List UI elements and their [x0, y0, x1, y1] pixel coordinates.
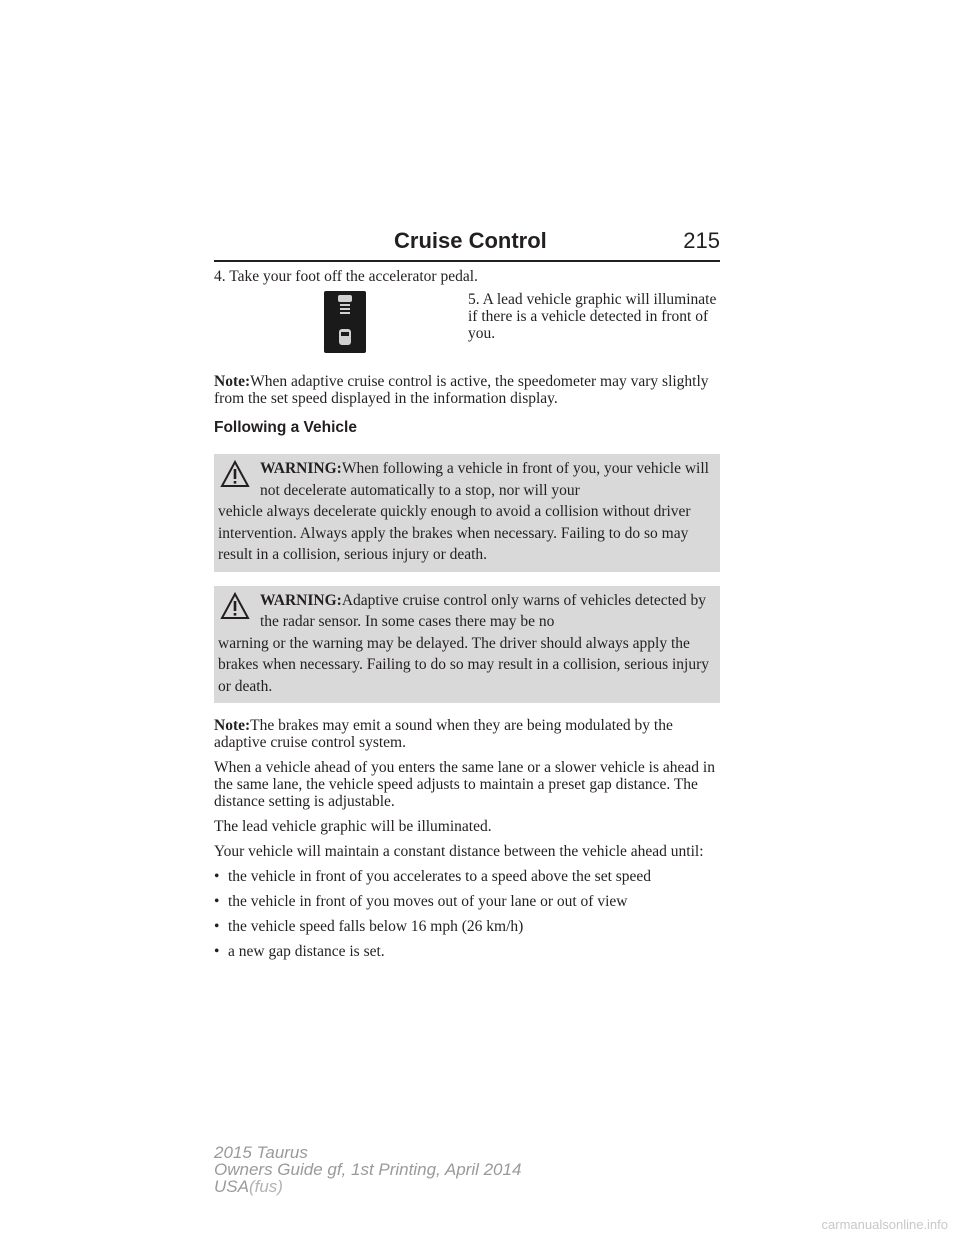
warning-label: WARNING:	[260, 591, 342, 609]
bullet-list	[214, 868, 720, 960]
warning-2-first	[218, 590, 714, 633]
paragraph-3: Your vehicle will maintain a constant distance between the vehicle ahead until:	[214, 843, 704, 860]
warning-1-first	[218, 458, 714, 501]
paragraph-2: The lead vehicle graphic will be illuminated.	[214, 818, 492, 835]
page-number: 215	[683, 228, 720, 253]
footer-line-3: USA(fus)	[214, 1177, 283, 1196]
note-2	[214, 717, 720, 751]
warning-triangle-icon	[220, 592, 250, 620]
page-content	[214, 268, 720, 968]
note-label: Note:	[214, 717, 251, 734]
footer-line-1: 2015 Taurus	[214, 1143, 308, 1162]
step-5-row	[214, 291, 720, 361]
page-footer	[214, 1144, 521, 1195]
warning-2-rest: warning or the warning may be delayed. The driver should always apply the brakes when necessary. Failing to do so may result in a collision, serious injury or death.	[218, 634, 710, 695]
paragraph-1: When a vehicle ahead of you enters the same lane or a slower vehicle is ahead in the same lane, the vehicle speed adjusts to maintain a preset gap distance. The distance setting is adjustable.	[214, 759, 715, 810]
page-title: Cruise Control	[394, 228, 547, 253]
page-header	[214, 228, 720, 262]
note-text: The brakes may emit a sound when they are being modulated by the adaptive cruise control system.	[214, 717, 673, 751]
list-item: • the vehicle in front of you moves out of your lane or out of view	[214, 893, 628, 910]
warning-2-first-text: Adaptive cruise control only warns of vehicles detected by the radar sensor. In some cases there may be no	[260, 591, 706, 630]
step-5: 5. A lead vehicle graphic will illuminate if there is a vehicle detected in front of you.	[468, 291, 717, 342]
watermark: carmanualsonline.info	[821, 1217, 948, 1232]
footer-line-2: Owners Guide gf, 1st Printing, April 2014	[214, 1160, 522, 1179]
list-item: • the vehicle speed falls below 16 mph (26 km/h)	[214, 918, 524, 935]
warning-triangle-icon	[220, 460, 250, 488]
list-item: • a new gap distance is set.	[214, 943, 385, 960]
warning-1-rest: vehicle always decelerate quickly enough to avoid a collision without driver intervention. Always apply the brakes when necessary. Failing to do so may result in a collision, serious injury or death.	[218, 503, 691, 563]
note-label: Note:	[214, 373, 251, 390]
warning-1-first-text: When following a vehicle in front of you, your vehicle will not decelerate automatically to a stop, nor will your	[260, 460, 709, 499]
note-1	[214, 373, 720, 407]
note-text: When adaptive cruise control is active, the speedometer may vary slightly from the set speed displayed in the information display.	[214, 373, 709, 407]
lead-vehicle-graphic-icon	[324, 291, 366, 353]
step-4: 4. Take your foot off the accelerator pedal.	[214, 268, 478, 285]
list-item: • the vehicle in front of you accelerates to a speed above the set speed	[214, 868, 652, 885]
header-rule	[214, 260, 720, 262]
warning-box-2	[214, 586, 720, 704]
warning-box-1	[214, 454, 720, 572]
section-heading: Following a Vehicle	[214, 419, 357, 436]
warning-label: WARNING:	[260, 460, 342, 477]
